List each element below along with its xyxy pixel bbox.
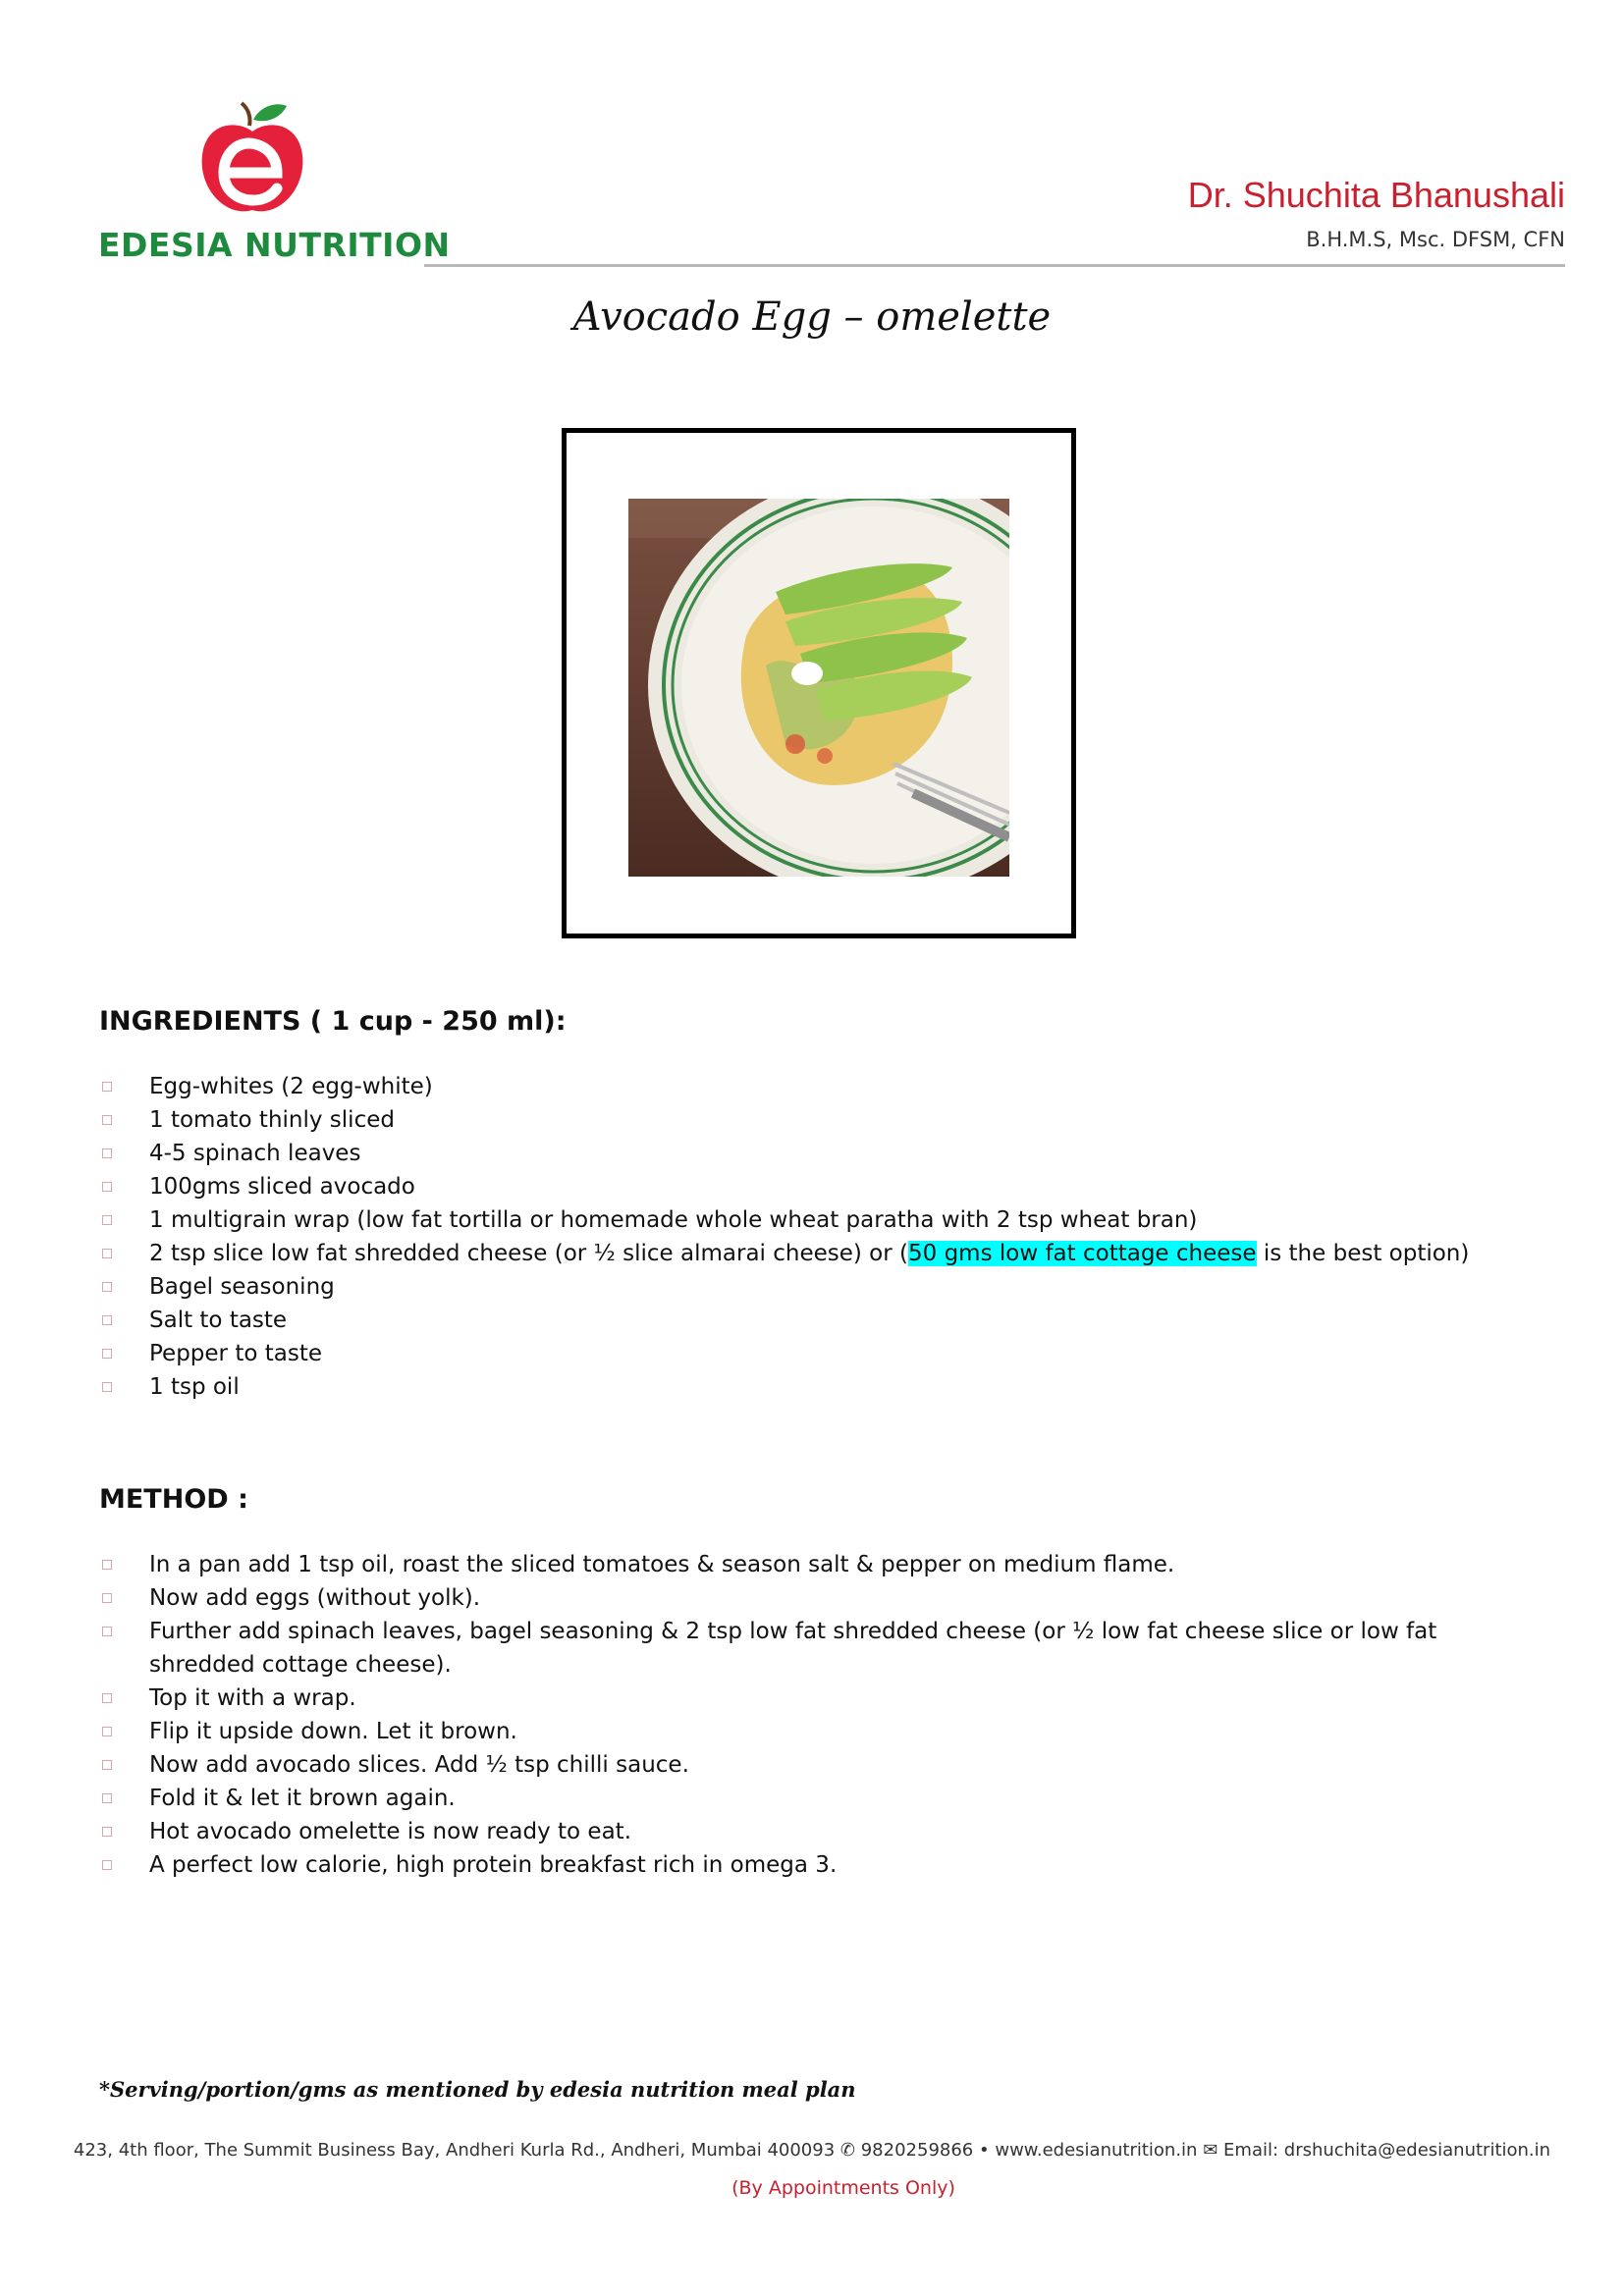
list-item: Fold it & let it brown again.	[99, 1782, 1545, 1815]
email-label: Email:	[1223, 2140, 1279, 2161]
list-item: Salt to taste	[99, 1304, 1545, 1337]
serving-note: *Serving/portion/gms as mentioned by edesia nutrition meal plan	[99, 2077, 856, 2102]
doctor-name: Dr. Shuchita Bhanushali	[1187, 175, 1565, 215]
recipe-title: Avocado Egg – omelette	[572, 294, 1052, 340]
checkbox-bullet-icon	[102, 1148, 112, 1158]
checkbox-bullet-icon	[102, 1082, 112, 1092]
list-item: Bagel seasoning	[99, 1270, 1545, 1304]
highlighted-text: 50 gms low fat cottage cheese	[908, 1241, 1257, 1266]
appointments-note: (By Appointments Only)	[731, 2177, 955, 2199]
list-item: 1 multigrain wrap (low fat tortilla or homemade whole wheat paratha with 2 tsp wheat bran)	[99, 1203, 1545, 1237]
checkbox-bullet-icon	[102, 1282, 112, 1292]
ingredients-heading: INGREDIENTS ( 1 cup - 250 ml):	[99, 1006, 567, 1037]
list-item: A perfect low calorie, high protein breakfast rich in omega 3.	[99, 1848, 1545, 1882]
list-item: Flip it upside down. Let it brown.	[99, 1715, 1545, 1748]
list-item: Now add avocado slices. Add ½ tsp chilli sauce.	[99, 1748, 1545, 1782]
apple-e-logo-icon	[198, 98, 306, 218]
checkbox-bullet-icon	[102, 1727, 112, 1736]
checkbox-bullet-icon	[102, 1249, 112, 1258]
separator: •	[979, 2140, 990, 2161]
checkbox-bullet-icon	[102, 1315, 112, 1325]
phone-number[interactable]: 9820259866	[860, 2140, 974, 2161]
checkbox-bullet-icon	[102, 1349, 112, 1359]
checkbox-bullet-icon	[102, 1793, 112, 1803]
list-item: Now add eggs (without yolk).	[99, 1581, 1545, 1615]
checkbox-bullet-icon	[102, 1760, 112, 1770]
phone-icon: ✆	[839, 2140, 855, 2161]
email-link[interactable]: drshuchita@edesianutrition.in	[1283, 2140, 1551, 2161]
photo-frame	[562, 428, 1076, 938]
checkbox-bullet-icon	[102, 1382, 112, 1392]
checkbox-bullet-icon	[102, 1593, 112, 1603]
header-divider	[424, 264, 1565, 267]
method-heading: METHOD :	[99, 1484, 248, 1515]
checkbox-bullet-icon	[102, 1860, 112, 1870]
list-item: Egg-whites (2 egg-white)	[99, 1070, 1545, 1103]
envelope-icon: ✉	[1203, 2140, 1218, 2161]
checkbox-bullet-icon	[102, 1215, 112, 1225]
list-item: 100gms sliced avocado	[99, 1170, 1545, 1203]
checkbox-bullet-icon	[102, 1693, 112, 1703]
contact-line	[0, 2140, 1624, 2161]
list-item: In a pan add 1 tsp oil, roast the sliced tomatoes & season salt & pepper on medium flame.	[99, 1548, 1545, 1581]
list-item: 4-5 spinach leaves	[99, 1137, 1545, 1170]
list-item: 1 tsp oil	[99, 1370, 1545, 1404]
checkbox-bullet-icon	[102, 1560, 112, 1570]
checkbox-bullet-icon	[102, 1627, 112, 1636]
checkbox-bullet-icon	[102, 1827, 112, 1837]
brand-name: EDESIA NUTRITION	[98, 226, 451, 264]
list-item: Top it with a wrap.	[99, 1682, 1545, 1715]
list-item: Hot avocado omelette is now ready to eat.	[99, 1815, 1545, 1848]
list-item: Pepper to taste	[99, 1337, 1545, 1370]
list-item: 2 tsp slice low fat shredded cheese (or ½ slice almarai cheese) or (50 gms low fat cottage cheese is the best option)	[99, 1237, 1545, 1270]
website-link[interactable]: www.edesianutrition.in	[995, 2140, 1198, 2161]
address-text: 423, 4th floor, The Summit Business Bay, Andheri Kurla Rd., Andheri, Mumbai 400093	[73, 2140, 836, 2161]
checkbox-bullet-icon	[102, 1182, 112, 1192]
list-item: 1 tomato thinly sliced	[99, 1103, 1545, 1137]
doctor-qualifications: B.H.M.S, Msc. DFSM, CFN	[1306, 228, 1565, 251]
edesia-logo	[98, 98, 451, 275]
avocado-omelette-photo	[628, 499, 1009, 877]
checkbox-bullet-icon	[102, 1115, 112, 1125]
method-list	[99, 1548, 1545, 1882]
ingredients-list	[99, 1070, 1545, 1404]
list-item: Further add spinach leaves, bagel seasoning & 2 tsp low fat shredded cheese (or ½ low fat cheese slice or low fat shredded cottage cheese).	[99, 1615, 1545, 1682]
